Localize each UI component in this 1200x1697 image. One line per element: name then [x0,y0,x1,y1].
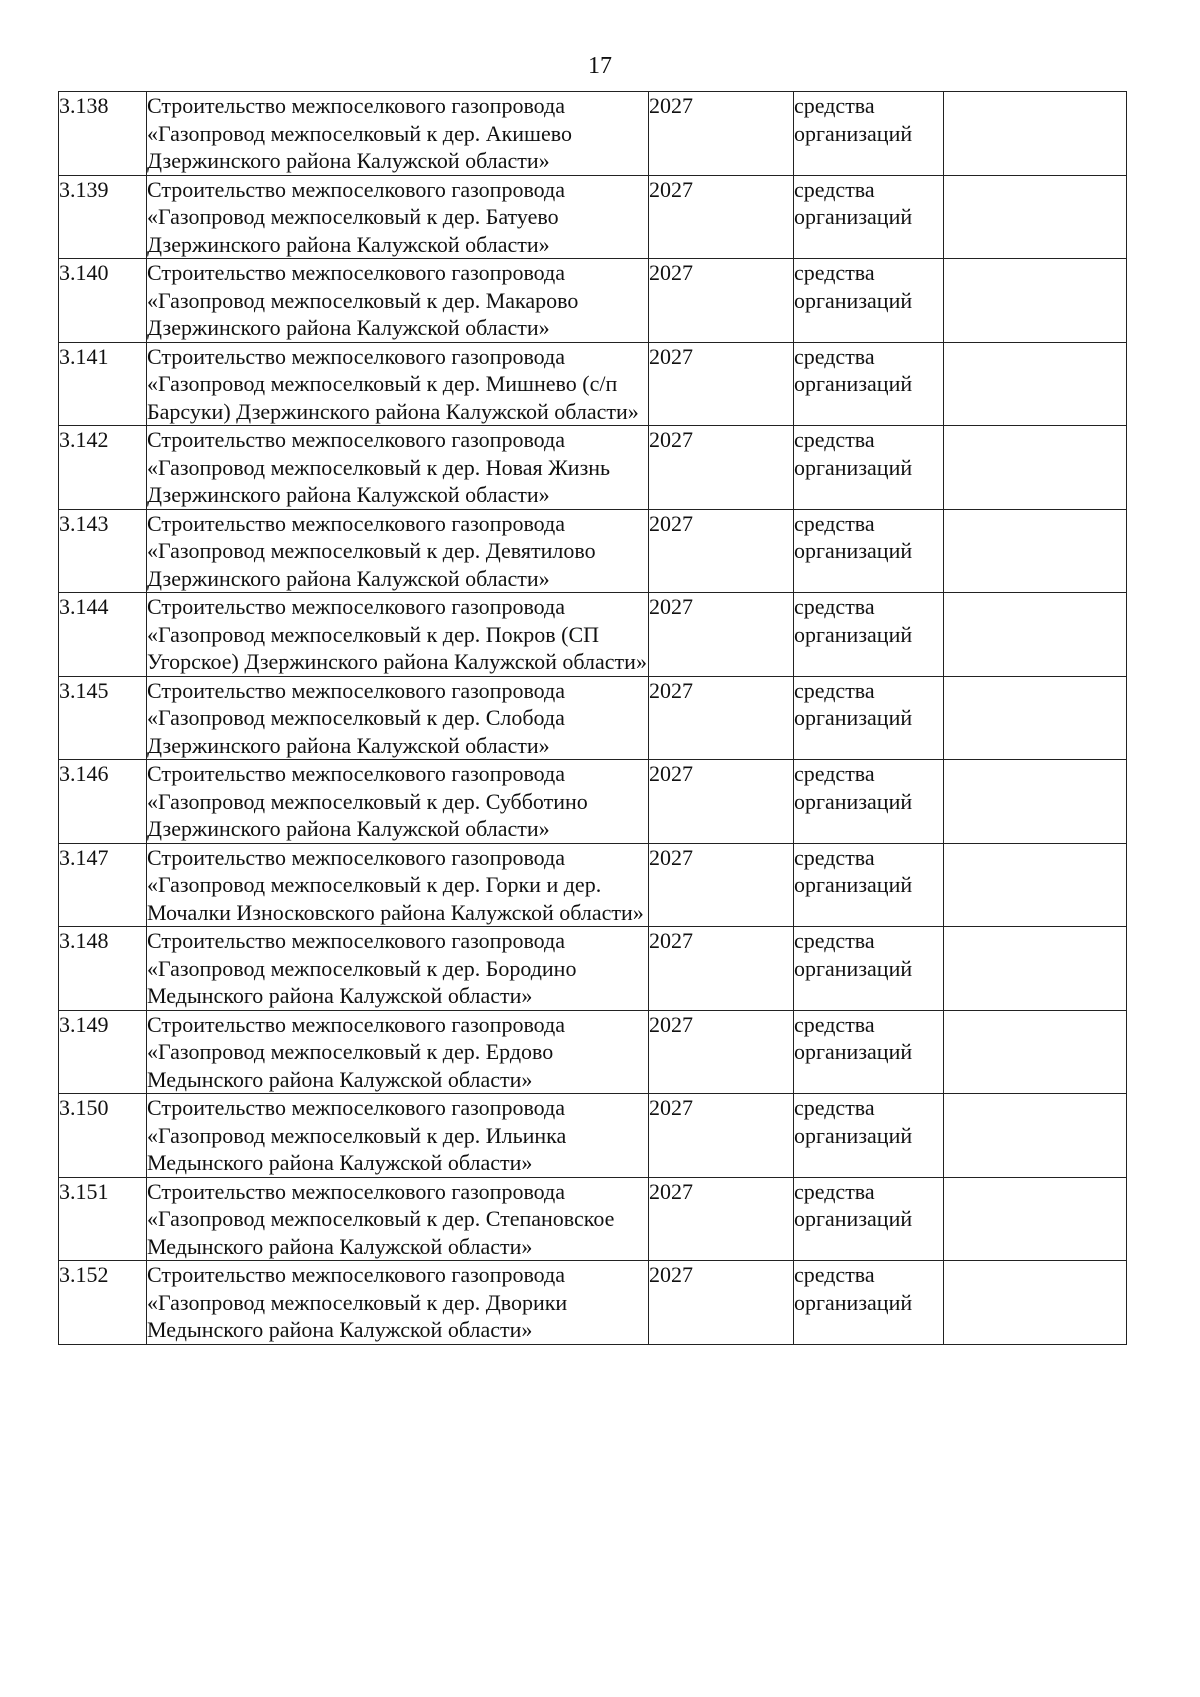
row-number: 3.146 [59,760,147,844]
row-description: Строительство межпоселкового газопровода «Газопровод межпоселковый к дер. Слобода Дзержинского района Калужской области» [147,676,649,760]
table-row [59,927,1127,1011]
row-number: 3.149 [59,1010,147,1094]
table-row [59,843,1127,927]
row-funding-source: средства организаций [794,1261,944,1345]
table-row [59,1010,1127,1094]
table-row [59,342,1127,426]
table-row [59,1261,1127,1345]
row-empty-cell [944,676,1127,760]
table-row [59,760,1127,844]
table-row [59,1177,1127,1261]
row-empty-cell [944,593,1127,677]
row-year: 2027 [649,1094,794,1178]
row-empty-cell [944,342,1127,426]
row-description: Строительство межпоселкового газопровода «Газопровод межпоселковый к дер. Горки и дер. Мочалки Износковского района Калужской области» [147,843,649,927]
row-year: 2027 [649,760,794,844]
row-number: 3.142 [59,426,147,510]
row-empty-cell [944,1010,1127,1094]
row-funding-source: средства организаций [794,1094,944,1178]
row-empty-cell [944,760,1127,844]
table-row [59,593,1127,677]
row-funding-source: средства организаций [794,426,944,510]
row-funding-source: средства организаций [794,259,944,343]
row-number: 3.140 [59,259,147,343]
row-funding-source: средства организаций [794,843,944,927]
row-number: 3.143 [59,509,147,593]
row-empty-cell [944,1177,1127,1261]
measures-table [58,91,1127,1345]
row-number: 3.150 [59,1094,147,1178]
row-funding-source: средства организаций [794,342,944,426]
row-funding-source: средства организаций [794,509,944,593]
row-year: 2027 [649,509,794,593]
row-description: Строительство межпоселкового газопровода «Газопровод межпоселковый к дер. Дворики Медынского района Калужской области» [147,1261,649,1345]
row-empty-cell [944,175,1127,259]
row-empty-cell [944,843,1127,927]
row-year: 2027 [649,676,794,760]
table-row [59,1094,1127,1178]
row-year: 2027 [649,593,794,677]
row-funding-source: средства организаций [794,927,944,1011]
row-number: 3.141 [59,342,147,426]
row-description: Строительство межпоселкового газопровода «Газопровод межпоселковый к дер. Покров (СП Угорское) Дзержинского района Калужской области» [147,594,647,674]
table-row [59,259,1127,343]
row-number: 3.139 [59,175,147,259]
row-funding-source: средства организаций [794,593,944,677]
row-year: 2027 [649,1010,794,1094]
row-empty-cell [944,259,1127,343]
row-description: Строительство межпоселкового газопровода «Газопровод межпоселковый к дер. Девятилово Дзержинского района Калужской области» [147,509,649,593]
row-funding-source: средства организаций [794,1177,944,1261]
table-row [59,676,1127,760]
row-year: 2027 [649,1261,794,1345]
row-description: Строительство межпоселкового газопровода «Газопровод межпоселковый к дер. Мишнево (с/п Барсуки) Дзержинского района Калужской области» [147,342,649,426]
row-number: 3.151 [59,1177,147,1261]
row-empty-cell [944,426,1127,510]
row-number: 3.148 [59,927,147,1011]
row-year: 2027 [649,342,794,426]
row-year: 2027 [649,92,794,176]
row-number: 3.152 [59,1261,147,1345]
row-year: 2027 [649,927,794,1011]
row-number: 3.145 [59,676,147,760]
page-number: 17 [588,53,612,79]
row-year: 2027 [649,426,794,510]
row-empty-cell [944,509,1127,593]
table-row [59,175,1127,259]
row-empty-cell [944,927,1127,1011]
row-year: 2027 [649,1177,794,1261]
row-year: 2027 [649,175,794,259]
row-description: Строительство межпоселкового газопровода «Газопровод межпоселковый к дер. Ильинка Медынского района Калужской области» [147,1094,649,1178]
row-funding-source: средства организаций [794,760,944,844]
row-empty-cell [944,1261,1127,1345]
row-funding-source: средства организаций [794,1010,944,1094]
row-description: Строительство межпоселкового газопровода «Газопровод межпоселковый к дер. Степановское Медынского района Калужской области» [147,1177,649,1261]
row-funding-source: средства организаций [794,92,944,176]
table-row [59,426,1127,510]
row-description: Строительство межпоселкового газопровода «Газопровод межпоселковый к дер. Макарово Дзержинского района Калужской области» [147,259,649,343]
row-funding-source: средства организаций [794,175,944,259]
row-number: 3.144 [59,593,147,677]
row-empty-cell [944,1094,1127,1178]
row-description: Строительство межпоселкового газопровода «Газопровод межпоселковый к дер. Ердово Медынского района Калужской области» [147,1010,649,1094]
row-description: Строительство межпоселкового газопровода «Газопровод межпоселковый к дер. Бородино Медынского района Калужской области» [147,927,649,1011]
table-row [59,92,1127,176]
row-funding-source: средства организаций [794,676,944,760]
row-year: 2027 [649,259,794,343]
row-description: Строительство межпоселкового газопровода «Газопровод межпоселковый к дер. Субботино Дзержинского района Калужской области» [147,760,649,844]
row-number: 3.147 [59,843,147,927]
row-description: Строительство межпоселкового газопровода «Газопровод межпоселковый к дер. Батуево Дзержинского района Калужской области» [147,175,649,259]
row-number: 3.138 [59,92,147,176]
row-description: Строительство межпоселкового газопровода «Газопровод межпоселковый к дер. Новая Жизнь Дзержинского района Калужской области» [147,426,649,510]
row-year: 2027 [649,843,794,927]
row-empty-cell [944,92,1127,176]
row-description: Строительство межпоселкового газопровода «Газопровод межпоселковый к дер. Акишево Дзержинского района Калужской области» [147,92,649,176]
table-row [59,509,1127,593]
